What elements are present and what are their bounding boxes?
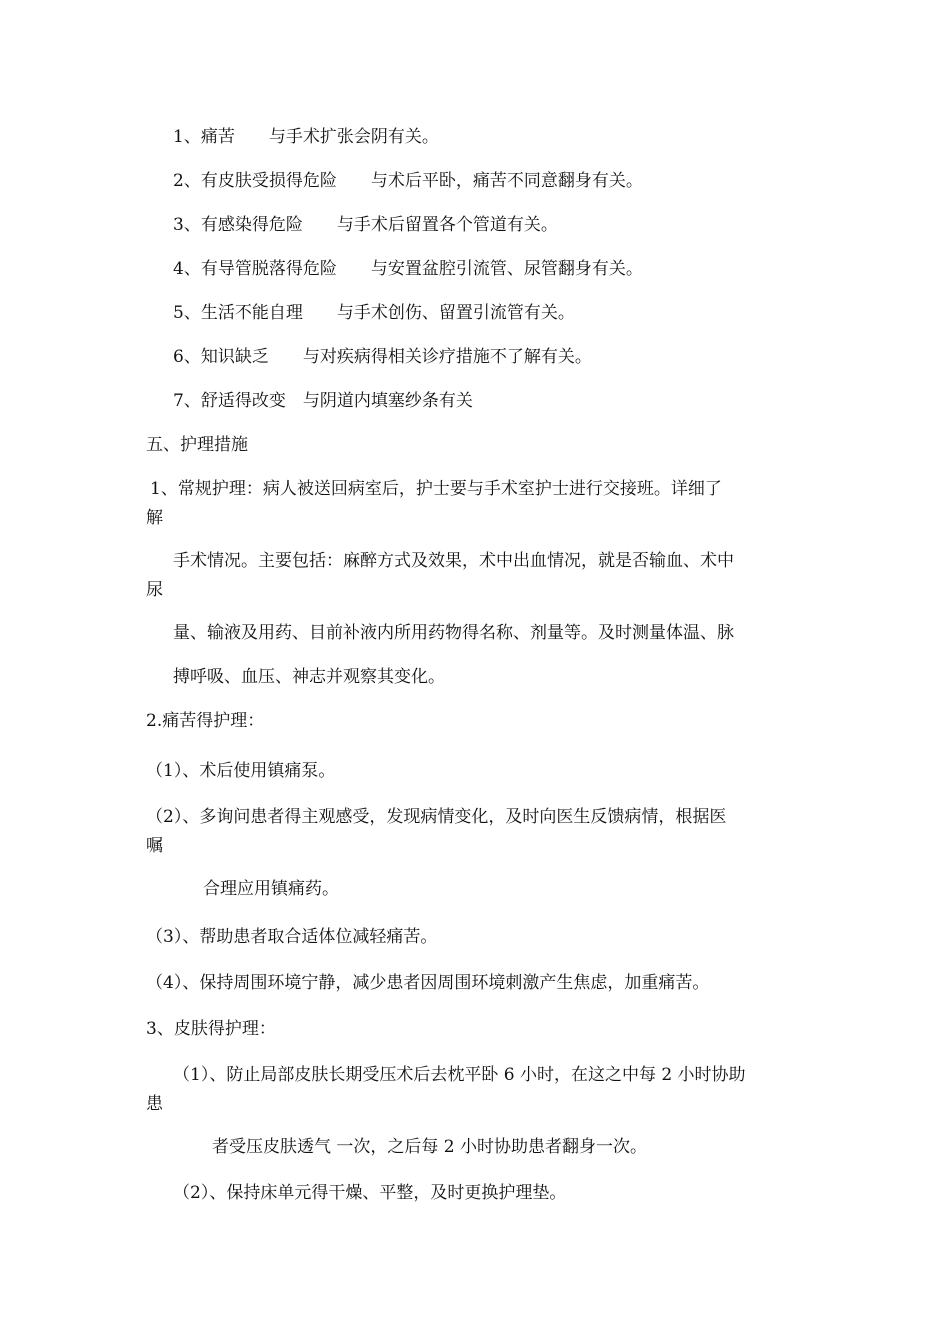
- diagnosis-1: 1、痛苦 与手术扩张会阴有关。: [173, 127, 439, 147]
- skin-care-item-1-wrap: 患: [146, 1094, 163, 1114]
- routine-care-line-1-wrap: 解: [146, 508, 163, 528]
- routine-care-line-2: 手术情况。主要包括：麻醉方式及效果，术中出血情况，就是否输血、术中: [173, 551, 734, 571]
- pain-care-item-3: （3）、帮助患者取合适体位减轻痛苦。: [146, 927, 438, 947]
- diagnosis-2: 2、有皮肤受损得危险 与术后平卧，痛苦不同意翻身有关。: [173, 171, 643, 191]
- diagnosis-4: 4、有导管脱落得危险 与安置盆腔引流管、尿管翻身有关。: [173, 259, 643, 279]
- diagnosis-7: 7、舒适得改变 与阴道内填塞纱条有关: [173, 391, 473, 411]
- subheading-pain-care: 2.痛苦得护理：: [146, 711, 265, 731]
- routine-care-line-3: 量、输液及用药、目前补液内所用药物得名称、剂量等。及时测量体温、脉: [173, 623, 734, 643]
- diagnosis-5: 5、生活不能自理 与手术创伤、留置引流管有关。: [173, 303, 575, 323]
- section-heading-nursing-measures: 五、护理措施: [146, 435, 248, 455]
- pain-care-item-2-wrap: 嘱: [146, 836, 163, 856]
- routine-care-line-4: 搏呼吸、血压、神志并观察其变化。: [173, 667, 445, 687]
- pain-care-item-4: （4）、保持周围环境宁静，减少患者因周围环境刺激产生焦虑，加重痛苦。: [146, 973, 710, 993]
- skin-care-item-1-cont: 者受压皮肤透气 一次，之后每 2 小时协助患者翻身一次。: [212, 1137, 648, 1157]
- diagnosis-6: 6、知识缺乏 与对疾病得相关诊疗措施不了解有关。: [173, 347, 592, 367]
- skin-care-item-1: （1）、防止局部皮肤长期受压术后去枕平卧 6 小时，在这之中每 2 小时协助: [173, 1065, 746, 1085]
- subheading-skin-care: 3、皮肤得护理：: [146, 1019, 276, 1039]
- pain-care-item-1: （1）、术后使用镇痛泵。: [146, 761, 336, 781]
- routine-care-line-1: 1、常规护理：病人被送回病室后，护士要与手术室护士进行交接班。详细了: [150, 479, 722, 499]
- skin-care-item-2: （2）、保持床单元得干燥、平整，及时更换护理垫。: [173, 1183, 567, 1203]
- routine-care-line-2-wrap: 尿: [146, 580, 163, 600]
- pain-care-item-2-cont: 合理应用镇痛药。: [203, 879, 339, 899]
- pain-care-item-2: （2）、多询问患者得主观感受，发现病情变化，及时向医生反馈病情，根据医: [146, 807, 727, 827]
- diagnosis-3: 3、有感染得危险 与手术后留置各个管道有关。: [173, 215, 558, 235]
